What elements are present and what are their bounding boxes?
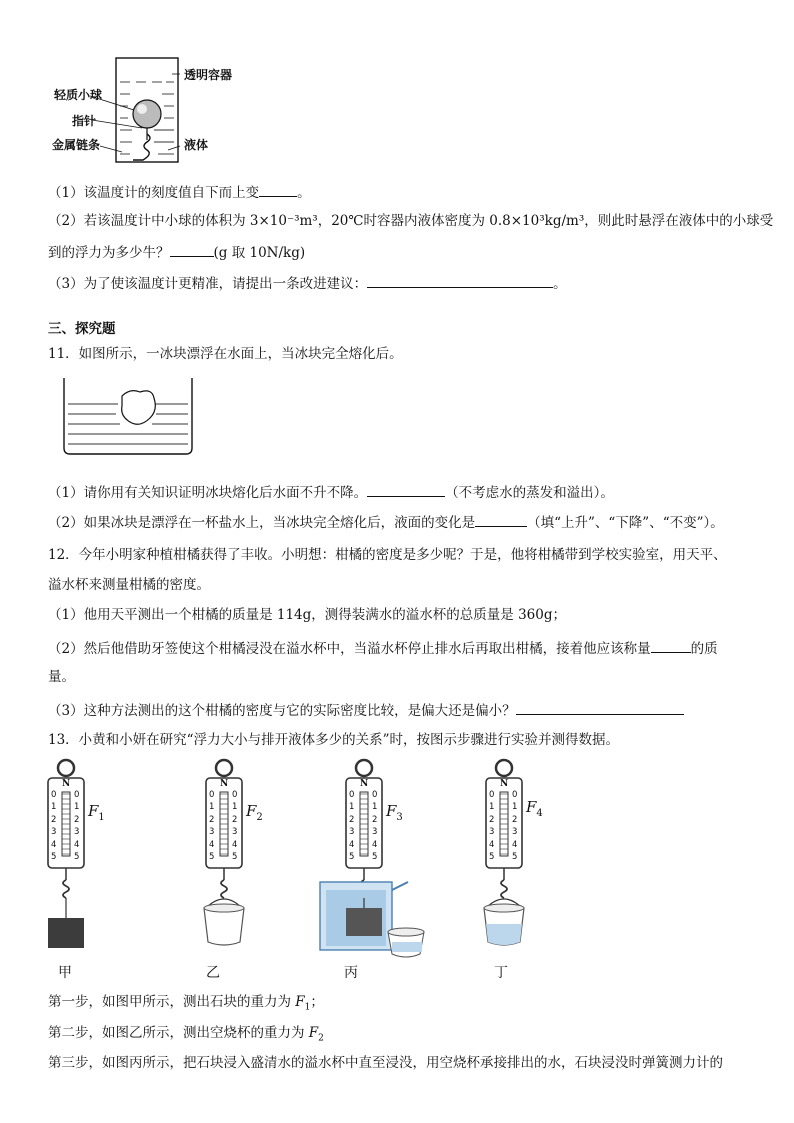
scale-tick-label: 5 xyxy=(349,852,355,862)
scale-tick-label: 2 xyxy=(209,814,215,825)
force-label-f3: $F_3$ xyxy=(386,802,403,823)
scale-unit-n: N xyxy=(220,779,229,789)
scale-tick-label: 3 xyxy=(74,827,80,838)
force-label-f4: $F_4$ xyxy=(526,798,543,819)
scale-tick-label: 5 xyxy=(74,852,80,862)
q13-step3: 第三步，如图丙所示，把石块浸入盛清水的溢水杯中直至浸没，用空烧杯承接排出的水，石块浸没时弹簧测力计的 xyxy=(48,1055,723,1071)
q12-part2 xyxy=(48,638,718,658)
q13-stem: 13．小黄和小妍在研究“浮力大小与排开液体多少的关系”时，按图示步骤进行实验并测得数据。 xyxy=(48,732,619,748)
force-label-f1: $F_1$ xyxy=(88,802,105,823)
q13-step2 xyxy=(48,1024,324,1048)
scale-tick-label: 0 xyxy=(51,790,57,800)
caption-ding: 丁 xyxy=(494,965,508,981)
q13-step2-text: 第二步，如图乙所示，测出空烧杯的重力为 xyxy=(48,1025,309,1041)
answer-blank[interactable] xyxy=(475,512,527,527)
scale-tick-label: 0 xyxy=(349,790,355,800)
scale-tick-label: 0 xyxy=(74,790,80,800)
figure-ice-beaker xyxy=(60,376,196,458)
figure-spring-scales xyxy=(36,758,576,986)
q12-part3 xyxy=(48,700,684,720)
q12-part3-text: （3）这种方法测出的这个柑橘的密度与它的实际密度比较，是偏大还是偏小？ xyxy=(48,703,516,719)
scale-tick-label: 5 xyxy=(209,852,215,862)
scale-tick-label: 2 xyxy=(232,814,238,825)
label-pointer: 指针 xyxy=(72,114,97,128)
symbol-f-sub: 1 xyxy=(304,1002,311,1013)
scale-tick-label: 2 xyxy=(74,814,80,825)
scale-tick-label: 5 xyxy=(372,852,378,862)
q10-part3-end: 。 xyxy=(553,276,567,292)
scale-tick-label: 2 xyxy=(51,814,57,825)
symbol-f: F xyxy=(295,994,305,1010)
scale-unit-n: N xyxy=(500,779,509,789)
q10-part1-text: （1）该温度计的刻度值自下而上变 xyxy=(48,185,260,201)
scale-tick-label: 1 xyxy=(349,802,355,813)
scale-tick-label: 5 xyxy=(489,852,495,862)
q10-part1-end: 。 xyxy=(297,185,311,201)
section-title: 三、探究题 xyxy=(48,321,116,337)
label-light-ball: 轻质小球 xyxy=(54,88,103,102)
answer-blank[interactable] xyxy=(170,242,214,257)
q13-step1-text: 第一步，如图甲所示，测出石块的重力为 xyxy=(48,994,296,1010)
q11-part1-note: （不考虑水的蒸发和溢出）。 xyxy=(445,485,614,501)
scale-tick-label: 3 xyxy=(209,827,215,838)
spring-scales-diagram xyxy=(36,758,576,986)
caption-yi: 乙 xyxy=(206,965,220,981)
scale-tick-label: 4 xyxy=(74,839,80,850)
scale-tick-label: 0 xyxy=(209,790,215,800)
scale-tick-label: 5 xyxy=(232,852,238,862)
caption-bing: 丙 xyxy=(344,965,358,981)
q11-part2 xyxy=(48,512,724,532)
scale-tick-label: 3 xyxy=(512,827,518,838)
scale-tick-label: 1 xyxy=(209,802,215,813)
scale-tick-label: 1 xyxy=(489,802,495,813)
label-transparent-container: 透明容器 xyxy=(184,68,233,82)
q12-stem-line2: 溢水杯来测量柑橘的密度。 xyxy=(48,577,210,593)
scale-tick-label: 4 xyxy=(372,839,378,850)
q11-part2-note: （填“上升”、“下降”、“不变”）。 xyxy=(527,515,724,531)
q12-part2-end: 的质 xyxy=(690,641,718,657)
scale-tick-label: 5 xyxy=(51,852,57,862)
scale-tick-label: 4 xyxy=(512,839,518,850)
scale-tick-label: 0 xyxy=(372,790,378,800)
label-metal-chain: 金属链条 xyxy=(52,138,101,152)
caption-jia: 甲 xyxy=(58,965,72,981)
scale-tick-label: 4 xyxy=(232,839,238,850)
q13-step1 xyxy=(48,993,324,1017)
q12-stem-line1: 12．今年小明家种植柑橘获得了丰收。小明想：柑橘的密度是多少呢？于是，他将柑橘带到学校实验室，用天平、 xyxy=(48,547,727,563)
q10-part3-text: （3）为了使该温度计更精准，请提出一条改进建议： xyxy=(48,276,368,292)
scale-tick-label: 4 xyxy=(209,839,215,850)
scale-tick-label: 2 xyxy=(512,814,518,825)
scale-unit-n: N xyxy=(62,779,71,789)
q12-part2-text: （2）然后他借助牙签使这个柑橘浸没在溢水杯中，当溢水杯停止排水后再取出柑橘，接着他应该称量 xyxy=(48,641,651,657)
q10-part2-text: 到的浮力为多少牛？ xyxy=(48,245,170,261)
ice-beaker-diagram xyxy=(60,376,196,458)
force-label-f2: $F_2$ xyxy=(246,802,263,823)
scale-tick-label: 5 xyxy=(512,852,518,862)
scale-tick-label: 1 xyxy=(74,802,80,813)
q11-part1-text: （1）请你用有关知识证明冰块熔化后水面不升不降。 xyxy=(48,485,368,501)
q12-part1: （1）他用天平测出一个柑橘的质量是 114g，测得装满水的溢水杯的总质量是 360g； xyxy=(48,607,566,623)
q10-part2-line1: （2）若该温度计中小球的体积为 3×10⁻³m³，20℃时容器内液体密度为 0.8×10³kg/m³，则此时悬浮在液体中的小球受 xyxy=(48,213,774,229)
answer-blank[interactable] xyxy=(367,482,445,497)
scale-tick-label: 0 xyxy=(489,790,495,800)
scale-tick-label: 2 xyxy=(489,814,495,825)
q10-part1 xyxy=(48,182,311,202)
scale-tick-label: 4 xyxy=(51,839,57,850)
answer-blank[interactable] xyxy=(259,182,297,197)
q11-part2-text: （2）如果冰块是漂浮在一杯盐水上，当冰块完全熔化后，液面的变化是 xyxy=(48,515,476,531)
scale-tick-label: 4 xyxy=(349,839,355,850)
answer-blank[interactable] xyxy=(651,638,691,653)
scale-tick-label: 2 xyxy=(372,814,378,825)
q10-part2-note: (g 取 10N/kg) xyxy=(213,245,306,261)
scale-tick-label: 2 xyxy=(349,814,355,825)
scale-tick-label: 0 xyxy=(232,790,238,800)
q13-step1-end: ； xyxy=(310,994,324,1010)
q11-stem: 11．如图所示，一冰块漂浮在水面上，当冰块完全熔化后。 xyxy=(48,346,403,362)
answer-blank[interactable] xyxy=(367,273,553,288)
scale-tick-label: 1 xyxy=(372,802,378,813)
label-liquid: 液体 xyxy=(184,138,209,152)
q12-part2-line2: 量。 xyxy=(48,669,75,685)
scale-tick-label: 4 xyxy=(489,839,495,850)
q11-part1 xyxy=(48,482,614,502)
scale-tick-label: 0 xyxy=(512,790,518,800)
scale-tick-label: 3 xyxy=(489,827,495,838)
scale-tick-label: 1 xyxy=(51,802,57,813)
scale-tick-label: 3 xyxy=(51,827,57,838)
scale-tick-label: 3 xyxy=(349,827,355,838)
figure-float-thermometer xyxy=(50,54,260,166)
q10-part3 xyxy=(48,273,567,293)
scale-tick-label: 1 xyxy=(232,802,238,813)
scale-unit-n: N xyxy=(360,779,369,789)
scale-tick-label: 3 xyxy=(372,827,378,838)
scale-tick-label: 1 xyxy=(512,802,518,813)
q10-part2-line2 xyxy=(48,242,305,262)
symbol-f: F xyxy=(308,1025,319,1041)
scale-tick-label: 3 xyxy=(232,827,238,838)
answer-blank[interactable] xyxy=(516,700,684,715)
symbol-f-sub: 2 xyxy=(318,1033,324,1044)
